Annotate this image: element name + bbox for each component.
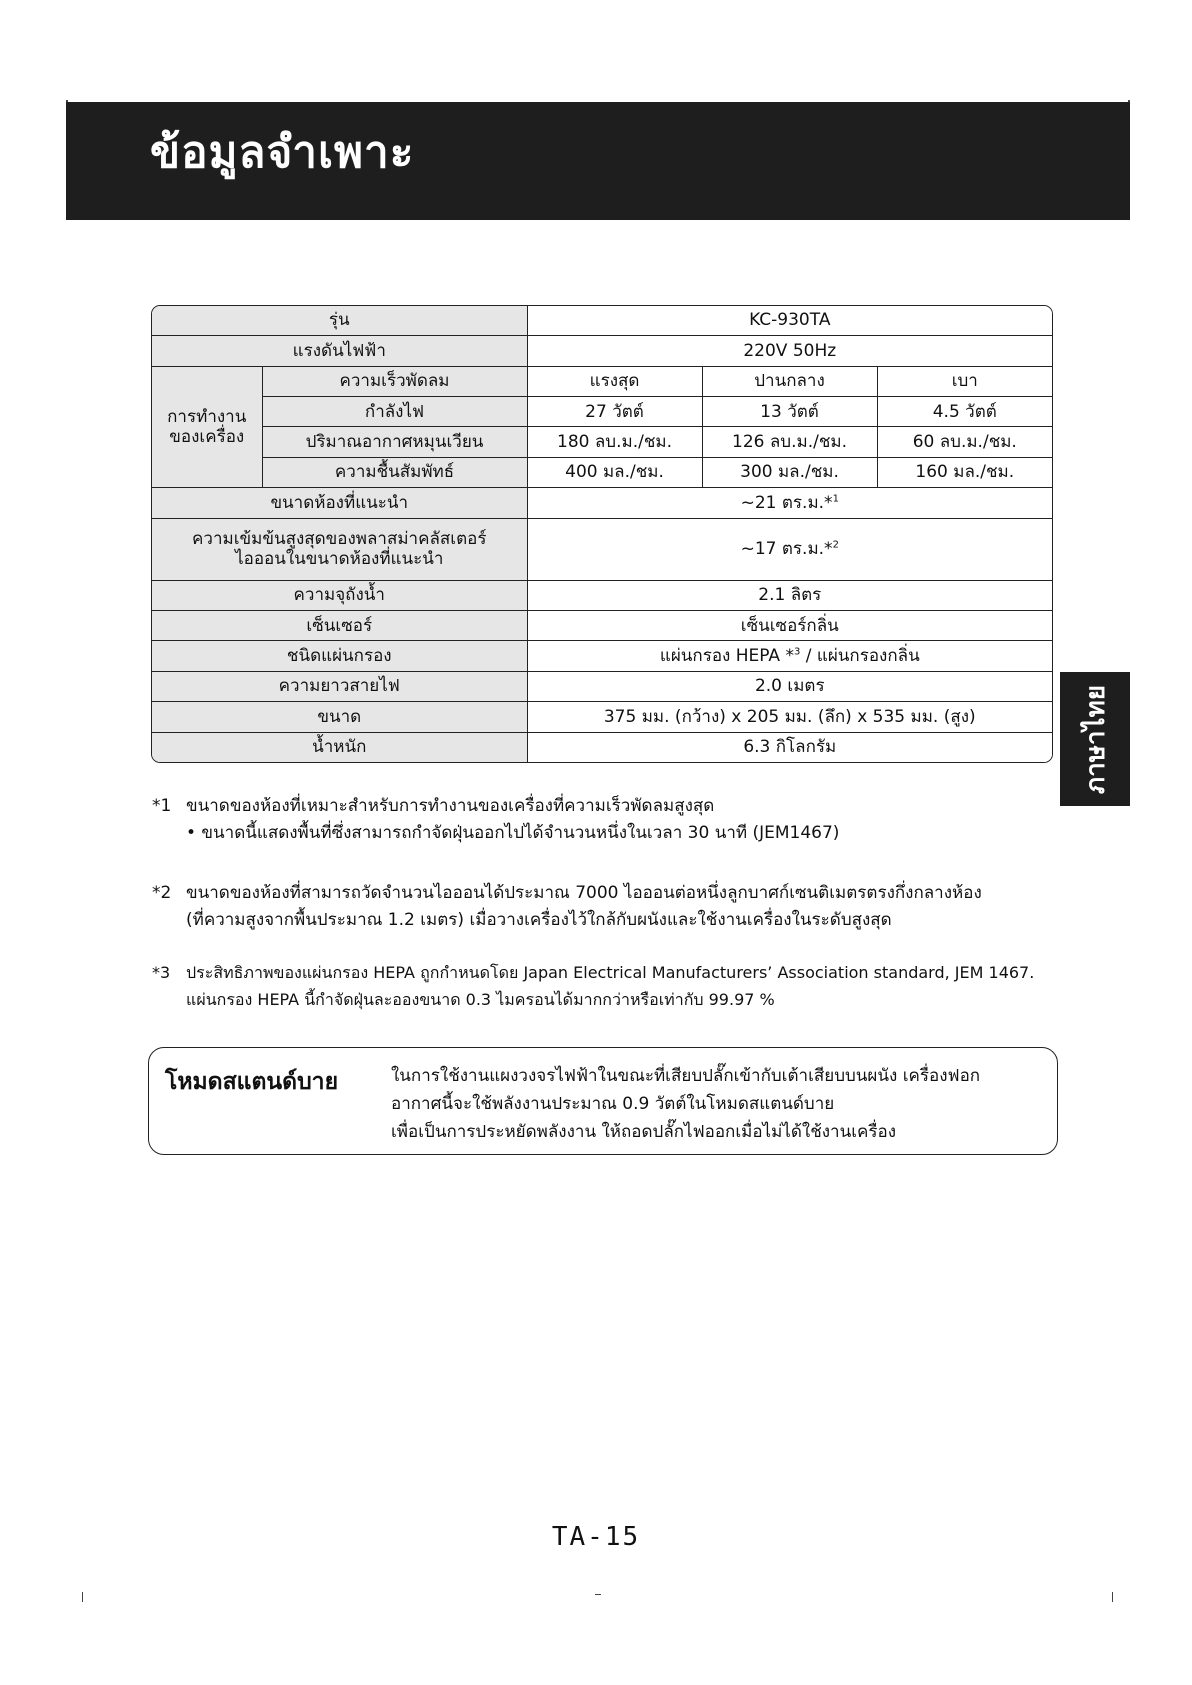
voltage-value: 220V 50Hz xyxy=(527,336,1052,366)
room-size-value xyxy=(527,488,1052,518)
humidity-low: 160 มล./ชม. xyxy=(877,457,1052,487)
room-size-text: ~21 ตร.ม.* xyxy=(740,492,833,513)
footnote-text: ขนาดของห้องที่สามารถวัดจำนวนไอออนได้ประมาณ 7000 ไอออนต่อหนึ่งลูกบาศก์เซนติเมตรตรงกึ่งกลางห้อง xyxy=(186,883,982,903)
table-row xyxy=(152,702,1052,732)
airflow-medium: 126 ลบ.ม./ชม. xyxy=(702,427,877,457)
standby-line: ในการใช้งานแผงวงจรไฟฟ้าในขณะที่เสียบปลั๊กเข้ากับเต้าเสียบบนผนัง เครื่องฟอก xyxy=(391,1066,981,1086)
tank-value: 2.1 ลิตร xyxy=(527,580,1052,610)
table-row xyxy=(152,641,1052,671)
spec-table xyxy=(151,305,1053,763)
table-row xyxy=(152,427,1052,457)
header-band xyxy=(66,102,1130,220)
filter-text-b: / แผ่นกรองกลิ่น xyxy=(800,645,920,666)
power-label: กำลังไฟ xyxy=(262,397,527,427)
plasma-value xyxy=(527,518,1052,580)
footnote-text: ขนาดของห้องที่เหมาะสำหรับการทำงานของเครื่องที่ความเร็วพัดลมสูงสุด xyxy=(186,796,715,816)
model-label: รุ่น xyxy=(152,306,527,336)
footnote-text: (ที่ความสูงจากพื้นประมาณ 1.2 เมตร) เมื่อวางเครื่องไว้ใกล้กับผนังและใช้งานเครื่องในระดับสูงสุด xyxy=(186,910,892,930)
power-medium: 13 วัตต์ xyxy=(702,397,877,427)
footnote-mark: *3 xyxy=(152,963,171,982)
footnote-ref: 2 xyxy=(832,539,839,551)
power-low: 4.5 วัตต์ xyxy=(877,397,1052,427)
footnote-ref: 3 xyxy=(793,646,801,658)
crop-mark xyxy=(82,1592,83,1602)
page-title: ข้อมูลจำเพาะ xyxy=(150,127,415,178)
table-row xyxy=(152,518,1052,580)
dimension-label: ขนาด xyxy=(152,702,527,732)
standby-line: เพื่อเป็นการประหยัดพลังงาน ให้ถอดปลั๊กไฟออกเมื่อไม่ได้ใช้งานเครื่อง xyxy=(391,1122,897,1142)
crop-mark xyxy=(595,1594,601,1595)
footnote-ref: 1 xyxy=(832,493,839,505)
footnote-mark: *1 xyxy=(152,796,172,816)
humidity-label: ความชื้นสัมพัทธ์ xyxy=(262,457,527,487)
filter-label: ชนิดแผ่นกรอง xyxy=(152,641,527,671)
footnote-mark: *2 xyxy=(152,883,172,903)
footnote-1 xyxy=(152,793,839,847)
plasma-text: ~17 ตร.ม.* xyxy=(740,538,833,559)
fan-speed-high: แรงสุด xyxy=(527,366,702,396)
table-row xyxy=(152,366,1052,396)
standby-box xyxy=(148,1047,1058,1155)
weight-value: 6.3 กิโลกรัม xyxy=(527,732,1052,762)
filter-text-a: แผ่นกรอง HEPA * xyxy=(659,645,794,666)
page-number: TA-15 xyxy=(551,1522,641,1552)
voltage-label: แรงดันไฟฟ้า xyxy=(152,336,527,366)
operation-label-line1: การทำงาน xyxy=(167,406,247,427)
plasma-label-line2: ไอออนในขนาดห้องที่แนะนำ xyxy=(235,549,444,570)
footnote-3 xyxy=(152,959,1034,1013)
standby-text xyxy=(391,1062,980,1146)
footnote-text: แผ่นกรอง HEPA นี้กำจัดฝุ่นละอองขนาด 0.3 ไมครอนได้มากกว่าหรือเท่ากับ 99.97 % xyxy=(186,990,775,1009)
model-value: KC-930TA xyxy=(527,306,1052,336)
filter-value xyxy=(527,641,1052,671)
language-tab-label: ภาษาไทย xyxy=(1080,684,1111,794)
humidity-high: 400 มล./ชม. xyxy=(527,457,702,487)
cord-value: 2.0 เมตร xyxy=(527,671,1052,701)
footnote-text: ประสิทธิภาพของแผ่นกรอง HEPA ถูกกำหนดโดย Japan Electrical Manufacturers’ Association standard, JEM 1467. xyxy=(186,963,1035,982)
standby-title: โหมดสแตนด์บาย xyxy=(165,1069,339,1095)
table-row xyxy=(152,336,1052,366)
footnote-text: • ขนาดนี้แสดงพื้นที่ซึ่งสามารถกำจัดฝุ่นออกไปได้จำนวนหนึ่งในเวลา 30 นาที (JEM1467) xyxy=(186,823,840,843)
table-row xyxy=(152,457,1052,487)
fan-speed-medium: ปานกลาง xyxy=(702,366,877,396)
language-side-tab xyxy=(1060,672,1130,806)
plasma-label xyxy=(152,518,527,580)
operation-group-label xyxy=(152,366,262,488)
humidity-medium: 300 มล./ชม. xyxy=(702,457,877,487)
dimension-value: 375 มม. (กว้าง) x 205 มม. (ลึก) x 535 มม. (สูง) xyxy=(527,702,1052,732)
cord-label: ความยาวสายไฟ xyxy=(152,671,527,701)
standby-line: อากาศนี้จะใช้พลังงานประมาณ 0.9 วัตต์ในโหมดสแตนด์บาย xyxy=(391,1094,835,1114)
airflow-high: 180 ลบ.ม./ชม. xyxy=(527,427,702,457)
sensor-value: เซ็นเซอร์กลิ่น xyxy=(527,611,1052,641)
crop-mark xyxy=(1112,1592,1113,1602)
fan-speed-label: ความเร็วพัดลม xyxy=(262,366,527,396)
table-row xyxy=(152,580,1052,610)
airflow-low: 60 ลบ.ม./ชม. xyxy=(877,427,1052,457)
operation-label-line2: ของเครื่อง xyxy=(169,426,245,447)
plasma-label-line1: ความเข้มข้นสูงสุดของพลาสม่าคลัสเตอร์ xyxy=(192,528,487,549)
table-row xyxy=(152,306,1052,336)
weight-label: น้ำหนัก xyxy=(152,732,527,762)
table-row xyxy=(152,397,1052,427)
footnote-2 xyxy=(152,880,982,934)
table-row xyxy=(152,671,1052,701)
power-high: 27 วัตต์ xyxy=(527,397,702,427)
tank-label: ความจุถังน้ำ xyxy=(152,580,527,610)
room-size-label: ขนาดห้องที่แนะนำ xyxy=(152,488,527,518)
sensor-label: เซ็นเซอร์ xyxy=(152,611,527,641)
table-row xyxy=(152,611,1052,641)
fan-speed-low: เบา xyxy=(877,366,1052,396)
airflow-label: ปริมาณอากาศหมุนเวียน xyxy=(262,427,527,457)
table-row xyxy=(152,732,1052,762)
table-row xyxy=(152,488,1052,518)
